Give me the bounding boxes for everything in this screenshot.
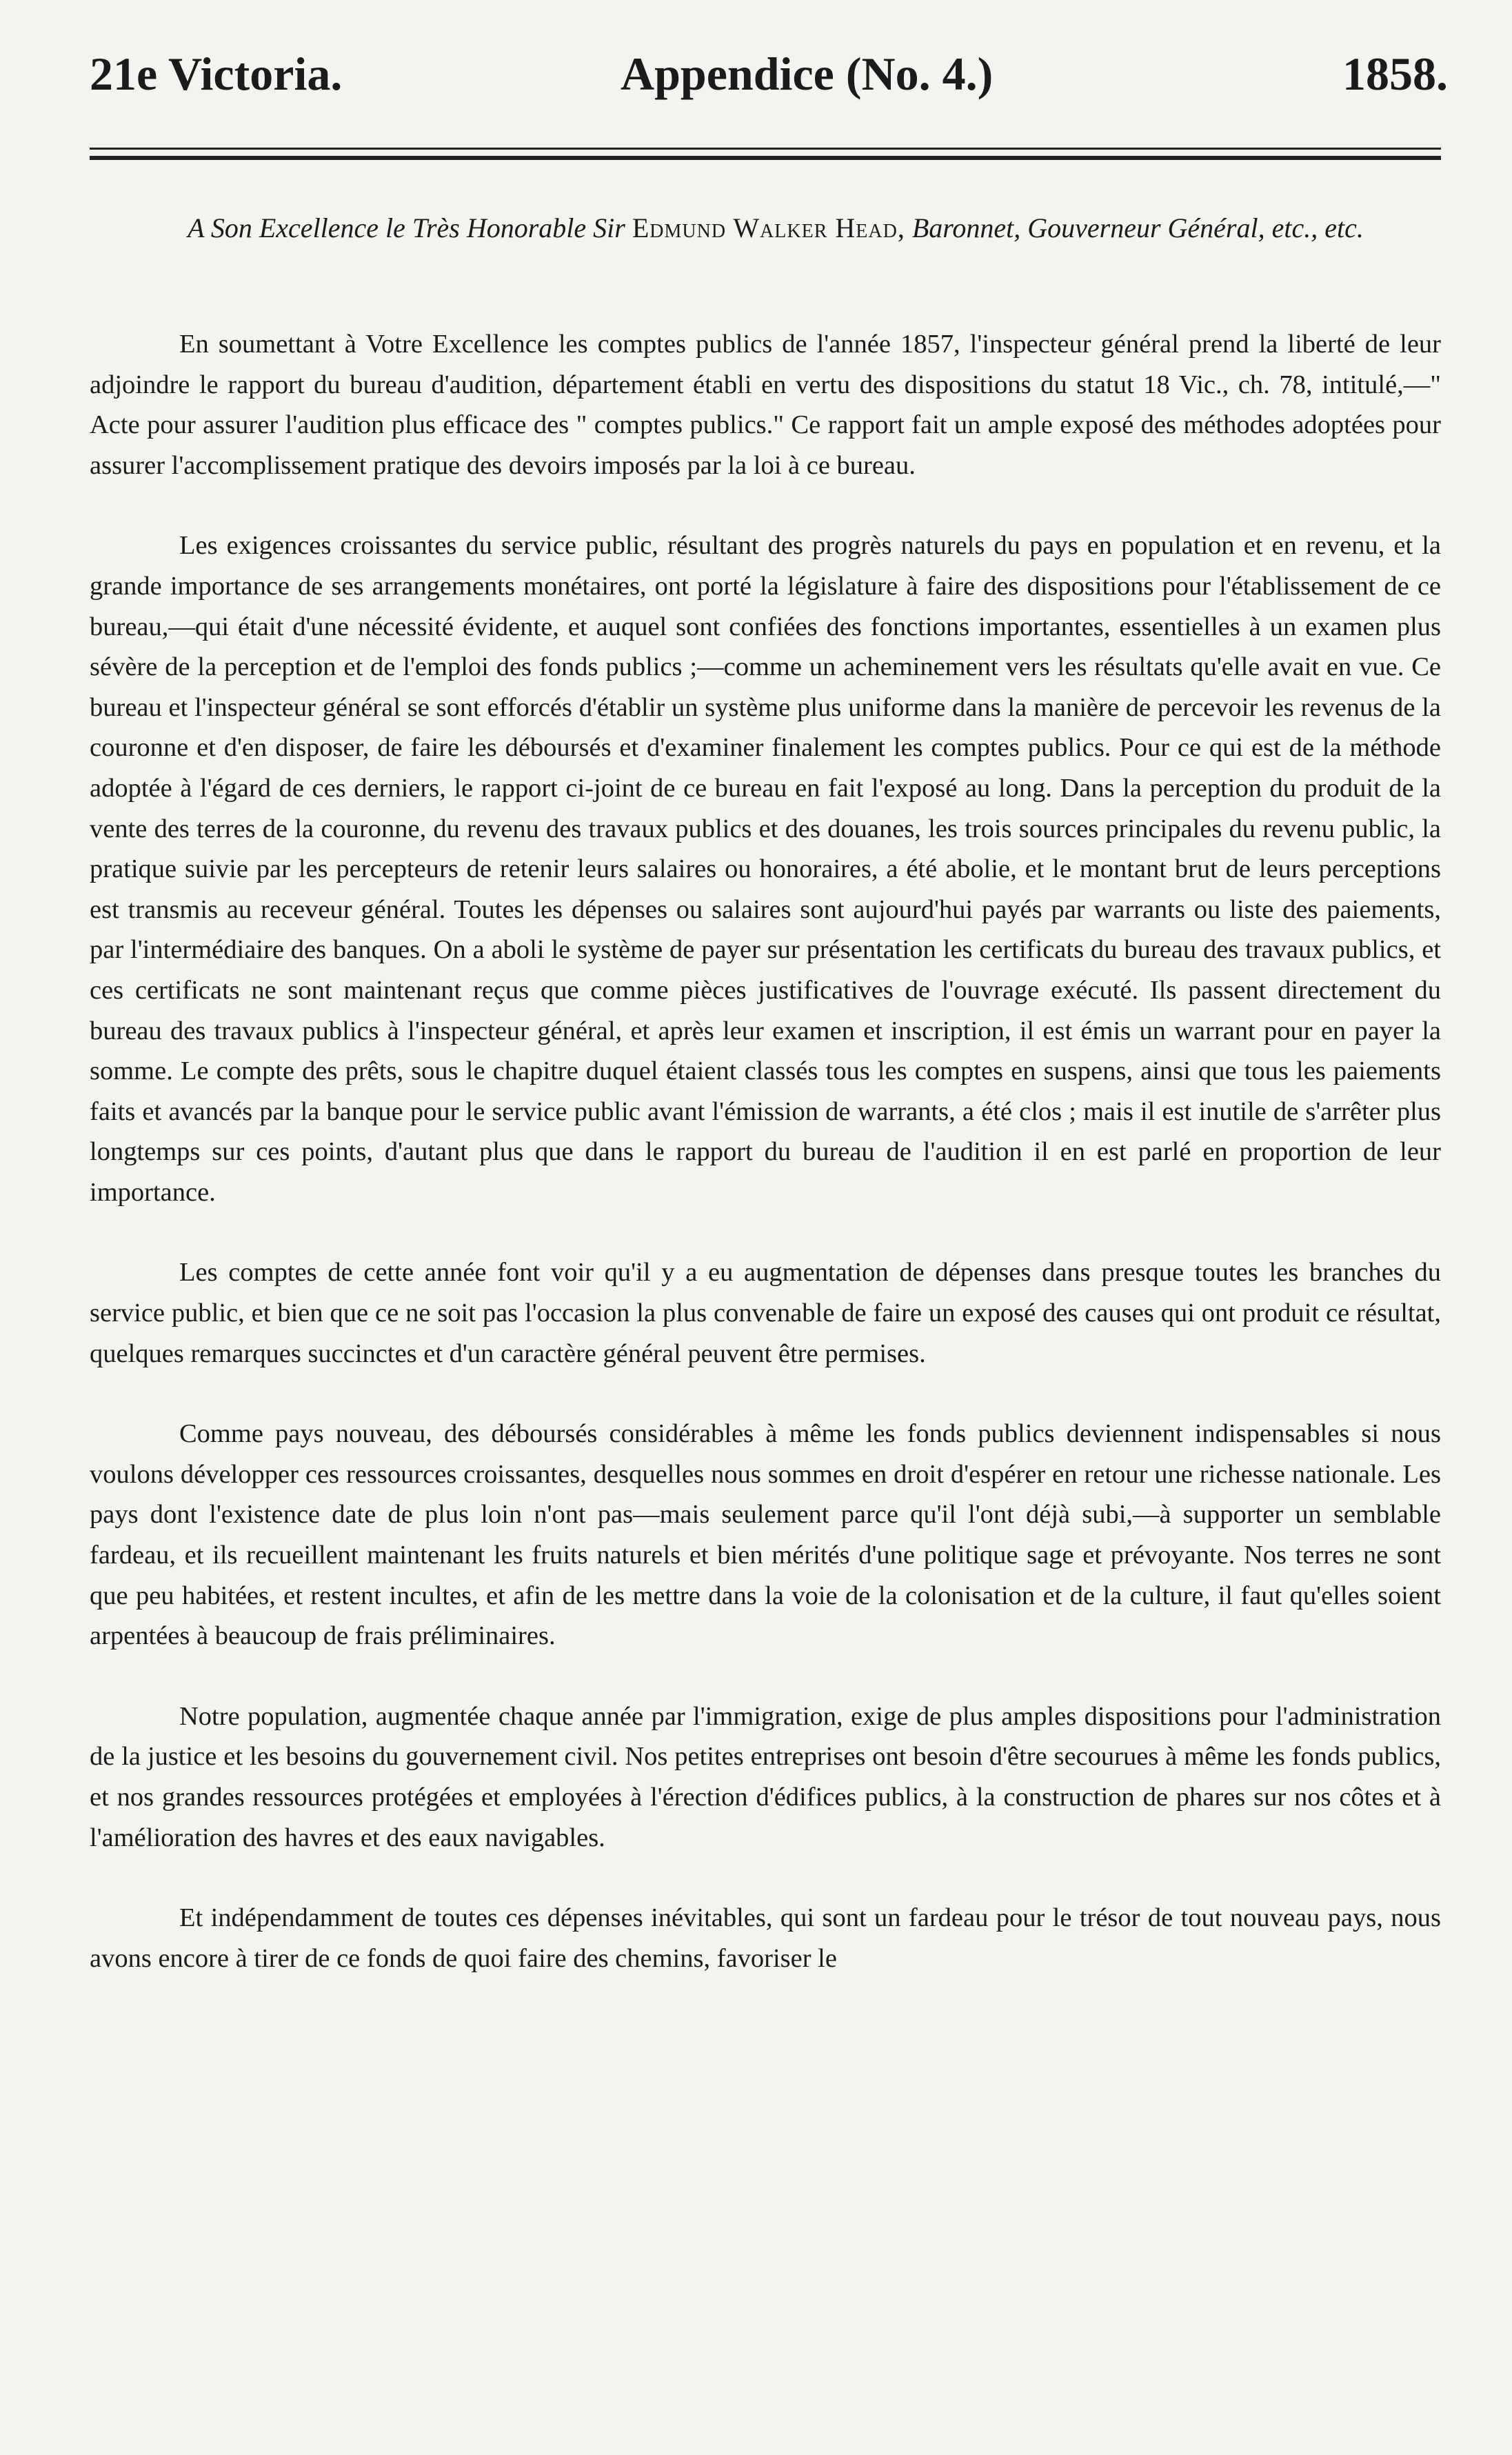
paragraph: Notre population, augmentée chaque année par l'immigration, exige de plus amples dispositions pour l'administration de la justice et les besoins du gouvernement civil. Nos petites entreprises ont besoin d'être secourues à même les fonds publics, et nos grandes ressources protégées et employées à l'érection d'édifices publics, à la construction de phares sur nos côtes et à l'amélioration des havres et des eaux navigables. bbox=[90, 1701, 1441, 1852]
paragraph: Comme pays nouveau, des déboursés considérables à même les fonds publics deviennent indispensables si nous voulons développer ces ressources croissantes, desquelles nous sommes en droit d'espérer en retour une richesse nationale. Les pays dont l'existence date de plus loin n'ont pas—mais seulement parce qu'il l'ont déjà subi,—à supporter un semblable fardeau, et ils recueillent maintenant les fruits naturels et bien mérités d'une politique sage et prévoyante. Nos terres ne sont que peu habitées, et restent incultes, et afin de les mettre dans la voie de la colonisation et de la culture, il faut qu'elles soient arpentées à beaucoup de frais préliminaires. bbox=[90, 1419, 1441, 1651]
paragraph: Et indépendamment de toutes ces dépenses inévitables, qui sont un fardeau pour le trésor de tout nouveau pays, nous avons encore à tirer de ce fonds de quoi faire des chemins, favoriser le bbox=[90, 1903, 1441, 1973]
address-prefix: A Son Excellence le Très Honorable Sir bbox=[188, 212, 625, 243]
paragraph: Les exigences croissantes du service public, résultant des progrès naturels du pays en population et en revenu, et la grande importance de ses arrangements monétaires, ont porté la législature à faire des dispositions pour l'établissement de ce bureau,—qui était d'une nécessité évidente, et auquel sont confiées des fonctions importantes, essentielles à un examen plus sévère de la perception et de l'emploi des fonds publics ;—comme un acheminement vers les résultats qu'elle avait en vue. Ce bureau et l'inspecteur général se sont efforcés d'établir un système plus uniforme dans la manière de percevoir les revenus de la couronne et d'en disposer, de faire les déboursés et d'examiner finalement les comptes publics. Pour ce qui est de la méthode adoptée à l'égard de ces derniers, le rapport ci-joint de ce bureau en fait l'exposé au long. Dans la perception du produit de la vente des terres de la couronne, du revenu des travaux publics et des douanes, les trois sources principales du revenu public, la pratique suivie par les percepteurs de retenir leurs salaires ou honoraires, a été abolie, et le montant brut de leurs perceptions est transmis au receveur général. Toutes les dépenses ou salaires sont aujourd'hui payés par warrants ou liste des paiements, par l'intermédiaire des banques. On a aboli le système de payer sur présentation les certificats du bureau des travaux publics, et ces certificats ne sont maintenant reçus que comme pièces justificatives de l'ouvrage exécuté. Ils passent directement du bureau des travaux publics à l'inspecteur général, et après leur examen et inscription, il est émis un warrant pour en payer la somme. Le compte des prêts, sous le chapitre duquel étaient classés tous les comptes en suspens, ainsi que tous les paiements faits et avancés par la banque pour le service public avant l'émission de warrants, a été clos ; mais il est inutile de s'arrêter plus longtemps sur ces points, d'autant plus que dans le rapport du bureau de l'audition il en est parlé en proportion de leur importance. bbox=[90, 531, 1441, 1207]
header-rule-thin bbox=[90, 148, 1441, 150]
address-suffix: Baronnet, Gouverneur Général, etc., etc. bbox=[911, 212, 1364, 243]
address-name: Edmund Walker Head, bbox=[632, 212, 905, 243]
body-text bbox=[90, 324, 1441, 1978]
header-appendix: Appendice (No. 4.) bbox=[621, 48, 994, 100]
header-session: 21e Victoria. bbox=[90, 48, 343, 100]
address-line bbox=[124, 207, 1427, 250]
paragraph: Les comptes de cette année font voir qu'il y a eu augmentation de dépenses dans presque toutes les branches du service public, et bien que ce ne soit pas l'occasion la plus convenable de faire un exposé des causes qui ont produit ce résultat, quelques remarques succinctes et d'un caractère général peuvent être permises. bbox=[90, 1258, 1441, 1368]
header-rule-thick bbox=[90, 156, 1441, 160]
header-year: 1858. bbox=[1342, 48, 1448, 100]
paragraph: En soumettant à Votre Excellence les comptes publics de l'année 1857, l'inspecteur général prend la liberté de leur adjoindre le rapport du bureau d'audition, département établi en vertu des dispositions du statut 18 Vic., ch. 78, intitulé,—" Acte pour assurer l'audition plus efficace des " comptes publics." Ce rapport fait un ample exposé des méthodes adoptées pour assurer l'accomplissement pratique des devoirs imposés par la loi à ce bureau. bbox=[90, 330, 1441, 480]
document-page bbox=[83, 0, 1448, 2455]
running-header bbox=[83, 36, 1448, 112]
